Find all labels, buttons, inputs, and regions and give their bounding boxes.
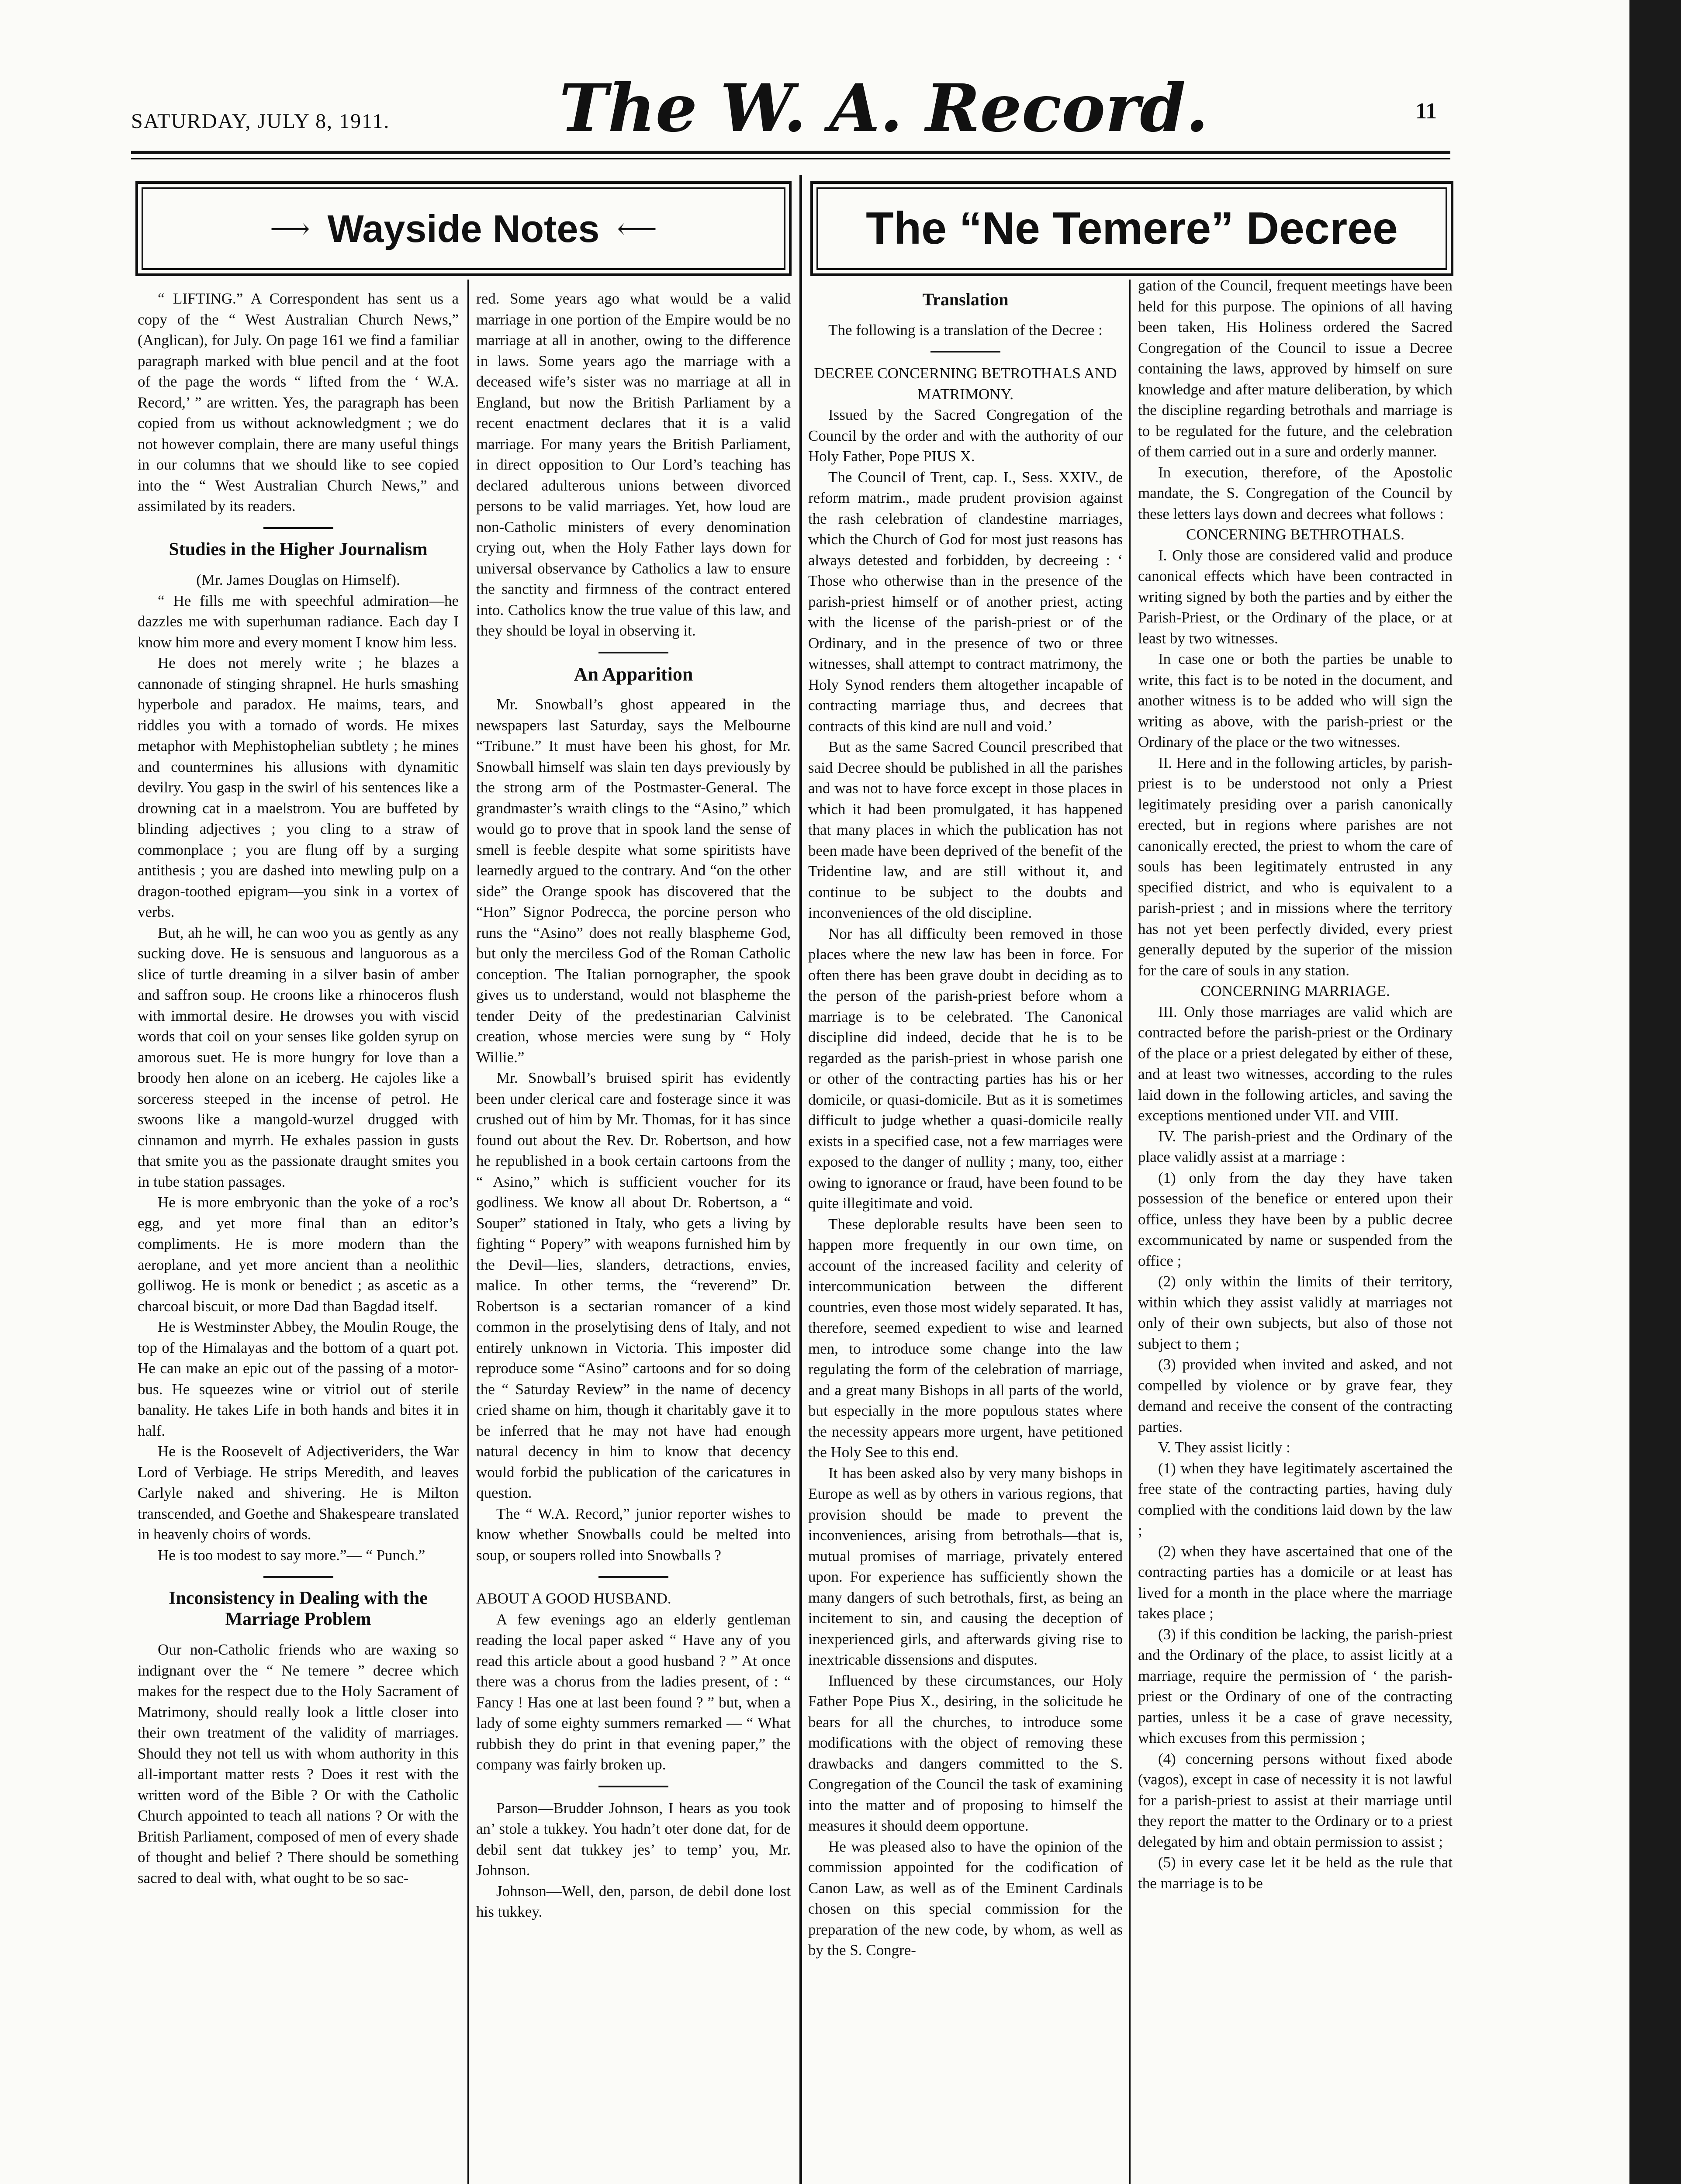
betrothals-paragraph: I. Only those are considered valid and produce canonical effects which have been contracted in writing signed by both the parties and by either the Parish-Priest, or the Ordinary of the place, or at least by two witnesses. [1138,546,1453,647]
masthead-rule-thin [131,158,1450,159]
studies-subheading: (Mr. James Douglas on Himself). [196,571,400,588]
studies-paragraph: “ He fills me with speechful admiration—he dazzles me with superhuman radiance. Each day I know him more and every moment I know him less. [138,592,459,651]
apparition-paragraph: Mr. Snowball’s ghost appeared in the newspapers last Saturday, says the Melbourne “Tribune.” It must have been his ghost, for Mr. Snowball himself was slain ten days previously by the strong arm of the Postmaster-General. The grandmaster’s wraith clings to the “Asino,” which would go to prove that in spook land the sense of smell is feeble despite what some spiritists have learnedly argued to the contrary. And “on the other side” the Orange spook has discovered that the “Hon” Signor Podrecca, the porcine person who runs the “Asino” does not really blaspheme God, but only the merciless God of the Roman Catholic conception. The Italian pornographer, the spook gives us to understand, would not blaspheme the tender Deity of the predestinarian Calvinist creation, whose mercies were sung by “ Holy Willie.” [476,696,791,1066]
studies-paragraph: He is Westminster Abbey, the Moulin Rouge, the top of the Himalayas and the bottom of a quart pot. He can make an epic out of the passing of a motor-bus. He squeezes wine or vitriol out of sterile banality. He takes Life in both hands and bites it in half. [138,1318,459,1439]
decree-paragraph: The Council of Trent, cap. I., Sess. XXIV., de reform matrim., made prudent provision against the rash celebration of clandestine marriages, which the Church of God for most just reasons has always detested and forbidden, by decreeing : ‘ Those who otherwise than in the presence of the parish-priest himself or of another priest, acting with the license of the parish-priest or of the Ordinary, and in the presence of two or three witnesses, shall attempt to contract matrimony, the Holy Synod renders them altogether incapable of contracting marriage thus, and decrees that contracts of this kind are null and void.’ [808,468,1123,735]
decree-heading: DECREE CONCERNING BETROTHALS AND MATRIMONY. [814,365,1117,403]
marriage-paragraph: (3) provided when invited and asked, and not compelled by violence or by grave fear, they demand and receive the consent of the contracting parties. [1138,1356,1453,1435]
column-4 [1138,275,1453,1894]
good-husband-heading: ABOUT A GOOD HUSBAND. [476,1590,671,1607]
ne-temere-banner [810,181,1453,276]
inconsistency-heading: Inconsistency in Dealing with the Marriage Problem [169,1588,428,1629]
translation-intro: The following is a translation of the Decree : [828,321,1103,339]
inconsistency-paragraph: Our non-Catholic friends who are waxing so indignant over the “ Ne temere ” decree which makes for the respect due to the Holy Sacrament of Matrimony, should really look a little closer into their own treatment of the validity of marriages. Should they not tell us with whom authority in this all-important matter rests ? Does it rest with the written word of the Bible ? Or with the Catholic Church appointed to teach all nations ? Or with the British Parliament, composed of men of every shade of thought and belief ? There should be something sacred to deal with, what ought to be so sac- [138,1641,459,1887]
studies-paragraph: He does not merely write ; he blazes a cannonade of stinging shrapnel. He hurls smashing hyperbole and paradox. He maims, tears, and riddles you with a tornado of words. He mixes metaphor with Mephistophelian subtlety ; he mines and countermines his allusions with dynamitic devilry. You gasp in the swirl of his sentences like a drowning cat in a maelstrom. You are buffeted by blinding adjectives ; you cling to a straw of commonplace ; you are flung off by a surging antithesis ; you are dashed into mewling pulp on a dragon-toothed epigram—you sink in a vortex of verbs. [138,654,459,920]
decree-paragraph: These deplorable results have been seen to happen more frequently in our own time, on account of the increased facility and celerity of intercommunication between the different countries, even those most widely separated. It has, therefore, seemed expedient to wise and learned men, to introduce some change into the law regulating the form of the celebration of marriage, and a great many Bishops in all parts of the world, but especially in the more populous states where the necessity appears more urgent, have petitioned the Holy See to this end. [808,1215,1123,1461]
studies-paragraph: He is more embryonic than the yoke of a roc’s egg, and yet more final than an editor’s compliments. He is more modern than the aeroplane, and yet more ancient than a neolithic golliwog. He is monk or benedict ; as ascetic as a charcoal biscuit, or more Dad than Bagdad itself. [138,1194,459,1315]
masthead-rule [131,151,1450,154]
column-3 [808,280,1123,1961]
decree-paragraph: Nor has all difficulty been removed in those places where the new law has been in force. For often there has been grave doubt in deciding as to the person of the parish-priest before whom a marriage is to be celebrated. The Canonical discipline did indeed, decide that he is to be regarded as the parish-priest in whose parish one or other of the contracting parties has his or her domicile, or quasi-domicile. But as it is sometimes difficult to judge whether a quasi-domicile really exists in a specified case, not a few marriages were exposed to the danger of nullity ; many, too, either owing to ignorance or fraud, have been found to be quite illegitimate and void. [808,925,1123,1212]
studies-heading: Studies in the Higher Journalism [169,539,428,560]
issue-date: SATURDAY, JULY 8, 1911. [131,110,390,133]
masthead-title: The W. A. Record. [559,70,1209,147]
marriage-paragraph: V. They assist licitly : [1158,1439,1291,1456]
marriage-paragraph: (3) if this condition be lacking, the parish-priest and the Ordinary of the place, to assist licitly at a marriage, require the permission of ‘ the parish-priest or the Ordinary of one of the contracting parties, unless it be a case of grave necessity, which excuses from this permission ; [1138,1625,1453,1746]
divider [598,652,668,653]
decree-continued: gation of the Council, frequent meetings have been held for this purpose. The opinions of all having been taken, His Holiness ordered the Sacred Congregation of the Council to issue a Decree containing the laws, approved by himself on sure knowledge and after mature deliberation, by which the discipline regarding betrothals and marriage is to be regulated for the future, and the celebration of them carried out in a sure and orderly manner. [1138,277,1453,460]
parson-paragraph: Johnson—Well, den, parson, de debil done lost his tukkey. [476,1882,791,1920]
column-1 [138,288,459,1888]
arrow-right-icon: ⟶ [270,213,310,244]
parson-paragraph: Parson—Brudder Johnson, I hears as you took an’ stole a tukkey. You hadn’t oter done dat, for de debil sent dat tukkey jes’ to temp’ you, Mr. Johnson. [476,1799,791,1879]
column-divider [467,280,469,2184]
decree-paragraph: Issued by the Sacred Congregation of the Council by the order and with the authority of our Holy Father, Pope PIUS X. [808,406,1123,465]
translation-heading: Translation [922,290,1009,309]
apparition-paragraph: Mr. Snowball’s bruised spirit has evidently been under clerical care and fosterage since it was crushed out of him by Mr. Thomas, for it has since found out about the Rev. Dr. Robertson, and how he republished in a book certain cartoons from the “ Asino,” which is sufficient voucher for its godliness. We know all about Dr. Robertson, a “ Souper” stationed in Italy, who gets a living by fighting “ Popery” with weapons furnished him by the Devil—lies, slanders, detractions, envies, malice. In other terms, the “reverend” Dr. Robertson is a sectarian romancer of a kind common in the proselytising dens of Italy, and not entirely unknown in Victoria. This imposter did reproduce some “Asino” cartoons and for so doing the “ Saturday Review” in the name of decency cried shame on him, though it charitably gave it to be inferred that he may not have had enough natural decency in him to know that decency would forbid the publication of the caricatures in question. [476,1069,791,1501]
divider [598,1786,668,1787]
betrothals-paragraph: In case one or both the parties be unable to write, this fact is to be noted in the document, and another witness is to be added who will sign the writing as above, with the parish-priest or the Ordinary of the place or the two witnesses. [1138,650,1453,750]
studies-paragraph: He is the Roosevelt of Adjectiveriders, the War Lord of Verbiage. He strips Meredith, and leaves Carlyle naked and shivering. He is Milton transcended, and Goethe and Shakespeare translated in heavenly choirs of words. [138,1443,459,1543]
studies-paragraph: But, ah he will, he can woo you as gently as any sucking dove. He is sensuous and languorous as a slice of turtle dreaming in a silver basin of amber and saffron soup. He croons like a rhinoceros flush with immortal desire. He drowses you with viscid words that coil on your senses like golden syrup on amorous suet. He is more hungry for love than a broody hen alone on an iceberg. He cajoles like a sorceress steeped in the incense of petrol. He swoons like a mangold-wurzel drugged with cinnamon and myrrh. He exhales passion in gusts that smite you as the passionate draught smites you in tube station passages. [138,924,459,1190]
good-husband-paragraph: A few evenings ago an elderly gentleman reading the local paper asked “ Have any of you read this article about a good husband ? ” At once there was a chorus from the ladies present, of : “ Fancy ! Has one at last been found ? ” but, when a lady of some eighty summers remarked — “ What rubbish they do print in that evening paper,” the company was fairly broken up. [476,1610,791,1773]
marriage-paragraph: (5) in every case let it be held as the rule that the marriage is to be [1138,1854,1453,1892]
ne-temere-title: The “Ne Temere” Decree [866,203,1398,254]
divider [263,1576,333,1578]
decree-paragraph: But as the same Sacred Council prescribed that said Decree should be published in all the parishes and was not to have force except in those places in which it had been promulgated, it has happened that many places in which the publication has not been made have been deprived of the benefit of the Tridentine law, and are still without it, and continue to be subject to the doubts and inconveniences of the old discipline. [808,738,1123,921]
apparition-heading: An Apparition [574,663,693,685]
inconsistency-continued: red. Some years ago what would be a valid marriage in one portion of the Empire would be no marriage at all in another, owing to the difference in laws. Some years ago the marriage with a deceased wife’s sister was no marriage at all in England, but now the British Parliament by a recent enactment declares that it is a valid marriage. For many years the British Parliament, in direct opposition to Our Lord’s teaching has declared adulterous unions between divorced persons to be valid marriages. Yet, how loud are non-Catholic ministers of every denomination crying out, when the Holy Father lays down for universal observance by Catholics a law to ensure the sanctity and firmness of the contract entered into. Catholics know the true value of this law, and they should be loyal in observing it. [476,290,791,639]
divider [263,527,333,529]
wayside-notes-title: Wayside Notes [327,207,600,250]
betrothals-heading: CONCERNING BETHROTHALS. [1186,526,1404,543]
studies-paragraph: He is too modest to say more.”— “ Punch.” [158,1546,425,1564]
decree-paragraph: He was pleased also to have the opinion of the commission appointed for the codification of Canon Law, as well as of the Eminent Cardinals chosen on this special commission for the preparation of the new code, by whom, as well as by the S. Congre- [808,1838,1123,1959]
marriage-paragraph: (1) when they have legitimately ascertained the free state of the contracting parties, having duly complied with the conditions laid down by the law ; [1138,1459,1453,1539]
page-edge [1629,0,1681,2184]
marriage-paragraph: (1) only from the day they have taken possession of the benefice or entered upon their office, unless they have been by a public decree excommunicated by name or suspended from the office ; [1138,1169,1453,1269]
marriage-paragraph: III. Only those marriages are valid which are contracted before the parish-priest or the Ordinary of the place or a priest delegated by either of these, and at least two witnesses, according to the rules laid down in the following articles, and saving the exceptions mentioned under VII. and VIII. [1138,1003,1453,1124]
marriage-paragraph: IV. The parish-priest and the Ordinary of the place validly assist at a marriage : [1138,1127,1453,1165]
lifting-paragraph: “ LIFTING.” A Correspondent has sent us a copy of the “ West Australian Church News,” (Anglican), for July. On page 161 we find a familiar paragraph marked with blue pencil and at the foot of the page the words “ lifted from the ‘ W.A. Record,’ ” are written. Yes, the paragraph has been copied from us without acknowledgment ; we do not however complain, there are many useful things in our columns that we should like to see copied into the “ West Australian Church News,” and assimilated by its readers. [138,290,459,515]
divider [598,1576,668,1578]
page-number: 11 [1415,99,1437,124]
decree-paragraph: It has been asked also by very many bishops in Europe as well as by others in various regions, that provision should be made to prevent the inconveniences, arising from betrothals—that is, mutual promises of marriage, privately entered upon. For experience has sufficiently shown the many dangers of such betrothals, first, as being an incitement to sin, and causing the deception of inexperienced girls, and afterwards giving rise to inextricable dissensions and disputes. [808,1464,1123,1668]
column-2 [476,288,791,1922]
arrow-left-icon: ⟵ [617,213,657,244]
marriage-heading: CONCERNING MARRIAGE. [1200,982,1390,999]
column-divider [1129,280,1131,2184]
betrothals-paragraph: II. Here and in the following articles, by parish-priest is to be understood not only a Priest legitimately presiding over a parish canonically erected, but in regions where parishes are not canonically erected, the priest to whom the care of souls has been legitimately entrusted in any specified district, and who is equivalent to a parish-priest ; and in missions where the territory has not yet been perfectly divided, every priest generally deputed by the superior of the mission for the care of souls in any station. [1138,754,1453,979]
marriage-paragraph: (2) only within the limits of their territory, within which they assist validly at marriages not only of their own subjects, but also of those not subject to them ; [1138,1273,1453,1352]
marriage-paragraph: (4) concerning persons without fixed abode (vagos), except in case of necessity it is not lawful for a parish-priest to assist at their marriage until they report the matter to the Ordinary or to a priest delegated by him and obtain permission to assist ; [1138,1750,1453,1850]
marriage-paragraph: (2) when they have ascertained that one of the contracting parties has a domicile or at least has lived for a month in the place where the marriage takes place ; [1138,1542,1453,1622]
column-divider [799,175,802,2184]
decree-paragraph: Influenced by these circumstances, our Holy Father Pope Pius X., desiring, in the solicitude he bears for all the churches, to introduce some modifications with the object of removing these drawbacks and dangers committed to the S. Congregation of the Council the task of examining into the matter and of proposing to himself the measures it should deem opportune. [808,1672,1123,1834]
decree-paragraph: In execution, therefore, of the Apostolic mandate, the S. Congregation of the Council by these letters lays down and decrees what follows : [1138,463,1453,522]
wayside-notes-banner [135,181,792,276]
apparition-paragraph: The “ W.A. Record,” junior reporter wishes to know whether Snowballs could be melted into soup, or soupers rolled into Snowballs ? [476,1505,791,1564]
divider [930,351,1000,352]
